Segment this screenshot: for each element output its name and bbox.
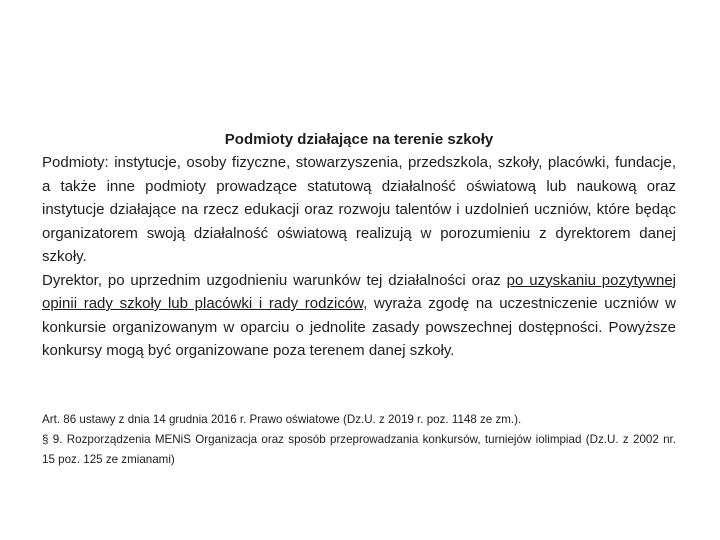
underlined-condition: po uzyskaniu pozytywnej opinii rady szkoły lub placówki i rady rodziców, (42, 271, 676, 312)
director-text-after: wyraża zgodę na uczestniczenie uczniów w konkursie organizowanym w oparciu o jednolite zasady powszechnej dostępności. Powyższe konkursy mogą być organizowane poza terenem danej szkoły. (42, 295, 676, 359)
director-paragraph (42, 269, 676, 363)
slide-title: Podmioty działające na terenie szkoły (224, 131, 494, 148)
footnotes (42, 410, 676, 470)
footnote-law: Art. 86 ustawy z dnia 14 grudnia 2016 r. Prawo oświatowe (Dz.U. z 2019 r. poz. 1148 ze zm.). (42, 413, 522, 426)
main-content (42, 128, 676, 363)
footnote-regulation: § 9. Rozporządzenia MENiS Organizacja oraz sposób przeprowadzania konkursów, turniejów iolimpiad (Dz.U. z 2002 nr. 15 poz. 125 ze zmianami) (42, 433, 676, 466)
director-text-before: Dyrektor, po uprzednim uzgodnieniu warunków tej działalności oraz (42, 271, 507, 289)
definition-paragraph: Podmioty: instytucje, osoby fizyczne, stowarzyszenia, przedszkola, szkoły, placówki, fundacje, a także inne podmioty prowadzące statutową działalność oświatową lub naukową oraz instytucje działające na rzecz edukacji oraz rozwoju talentów i uzdolnień uczniów, które będąc organizatorem swoją działalność oświatową realizują w porozumieniu z dyrektorem danej szkoły. (42, 154, 676, 265)
